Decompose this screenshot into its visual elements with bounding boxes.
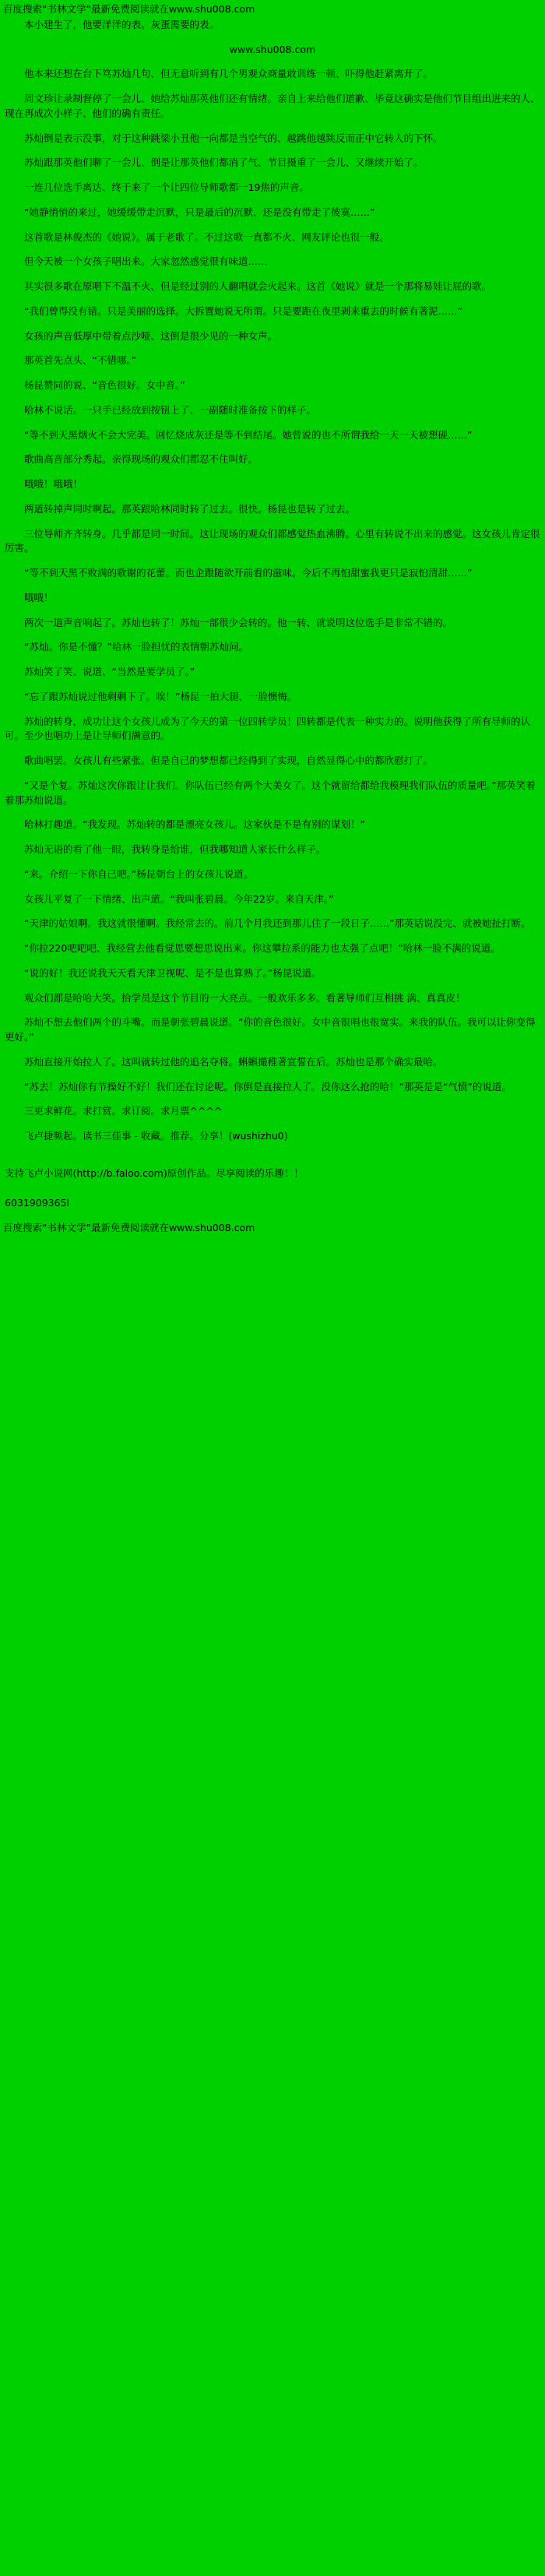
paragraph: 飞卢捷频起。读书三佳事 - 收藏。推荐。分享！(wushizhu0): [24, 1130, 288, 1142]
paragraph: “忘了跟苏灿说过他剩剩下了。唉！”杨昆一拍大腿、一脸懊悔。: [24, 690, 297, 702]
paragraph: 苏灿倒是表示没事，对于这种跳梁小丑他一向都是当空气的、越跳他越跳反而正中它转人的下怀。: [24, 132, 443, 144]
paragraph: 两次一道声音响起了。苏灿也转了！苏灿一部很少会转的。他一转、就说明这位选手是非常不错的。: [24, 616, 453, 628]
paragraph: “来。介绍一下你自己吧。”杨昆朝台上的女孩儿说道。: [24, 867, 254, 880]
paragraph: 一连几位选手离达、终于来了一个让四位导师歌都一19焦的声音。: [24, 181, 309, 194]
paragraph: “等不到天黑烟火不会大完美。回忆烧成灰还是等不到结尾。她曾说的也不所谓我给一天一天被想砚……”: [24, 428, 473, 441]
paragraph: “你拉220吧吧吧、我经营去他看觉思要想思说出来。你这攀拉系的能力也太强了点吧！”哈林一脸不满的说道。: [24, 942, 501, 955]
paragraph: 苏灿不想去他们两个的斗嘴。而是朝张碧晨说道。“你的音色很好。女中音很唱也很宽实。来我的队伍。我可以让你变得更好。”: [5, 1016, 536, 1043]
bottom-promo-bar: 百度搜索“书林文学”最新免费阅读就在www.shu008.com: [3, 1222, 255, 1234]
paragraph: 三更求鲜花。求打赏。求订阅。求月票^^^^: [24, 1105, 223, 1117]
paragraph: 观众们都是哈哈大笑。拾学员是这个节目的一大亮点。一般欢乐多多。看著导师们互相挑 满、真真皮！: [24, 991, 466, 1004]
chapter-body: [0, 18, 545, 1144]
paragraph: 哈林打趣道。“我发现。苏灿转的都是漂亮女孩儿。这家伙是不是有别的谋划！”: [24, 818, 365, 831]
paragraph: “她静悄悄的来过，她缓缓带走沉默，只是最后的沉默、还是没有带走了彼寞……”: [24, 206, 375, 218]
paragraph: 苏灿直接开始拉人了。这叫就转过他的追名夺将。蝌蝌撮稚著宣誓在后。苏灿也是那个确实最哈。: [24, 1055, 443, 1068]
paragraph: 杨昆赞同的说、“音色很好。女中音。”: [24, 379, 185, 392]
paragraph: “天津的姑娘啊。我这就很懂啊。我经常去的。前几个月我还到那儿住了一段日子……”那英话说没完、就被她扯打断。: [24, 917, 531, 930]
paragraph: “说的好！我还说我天天看天津卫视呢、是不是也算熟了。”杨昆说道。: [24, 966, 322, 979]
top-promo-bar: 百度搜索“书林文学”最新免费阅读就在www.shu008.com: [3, 3, 255, 15]
paragraph: 苏灿的转身，成功让这个女孩儿成为了今天的第一位四转学员！四转都是代表一种实力的。说明他获得了所有导师的认可。至少也唱功上是让导师们满意的。: [5, 715, 531, 742]
paragraph: 那英首先点头、“不错哪。”: [24, 354, 137, 367]
paragraph: “苏去！苏灿你有节操好不好！我们还在讨论呢。你倒是直接拉人了。没你这么抢的哈！”那英是是“气愤”的说道。: [24, 1080, 512, 1093]
paragraph: 周文珍让录制督停了一会儿、她给苏灿那英他们还有情绪。亲自上来给他们道歉、毕竟这确实是他们节目组出进来的人、现在再成次小样子、他们的确有责任。: [5, 93, 540, 119]
paragraph: 这首歌是林俊杰的《她说》。属于老歌了。不过这歌一直都不火、网友评论也很一般。: [24, 231, 389, 243]
paragraph: 两道转掉声同时啊起。那英跟哈林同时转了过去。很快。杨昆也是转了过去。: [24, 502, 356, 515]
paragraph: 苏灿笑了笑、说道、“当然是要学员了。”: [24, 666, 195, 678]
paragraph: “苏灿。你是不懂？”哈林一脸担忧的表情朝苏灿问。: [24, 641, 248, 653]
site-url-line: www.shu008.com: [229, 43, 316, 55]
paragraph: 但今天被一个女孩子唱出来。大家忽然感觉很有味道……: [24, 255, 268, 268]
paragraph: “又是个复。苏灿这次你跟让让我们。你队伍已经有两个大美女了。这个就留给都给我模理我们队伍的质量吧。”那英笑着着那苏灿说道。: [5, 779, 536, 806]
paragraph: 哦哦！哦哦！: [24, 478, 83, 491]
paragraph: 女孩儿平复了一下情绪、出声道。“我叫张碧晨。今年22岁。来自天津。”: [24, 892, 334, 905]
paragraph: 哦哦！: [24, 591, 54, 604]
paragraph: 苏灿无语的看了他一眼，我转身是给谁，但我哪知道人家长什么样子。: [24, 843, 326, 856]
paragraph: 苏灿跟那英他们聊了一会儿、倒是让那英他们都消了气、节目摄重了一会儿、又继续开始了。: [24, 157, 424, 169]
paragraph: 哈林不说话。一只手已经放到按钮上了、一副随时准备按下的样子。: [24, 403, 317, 416]
paragraph: 歌曲高音部分秀起。亲得现场的观众们都忍不住叫好。: [24, 453, 258, 466]
paragraph: 歌曲唱罢。女孩儿有些紧张。但是自己的梦想都已经得到了实现，自然显得心中的都欣慰打了。: [24, 755, 434, 767]
paragraph: 三位导师齐齐转身。几乎都是同一时间。这让现场的观众们都感觉热血沸腾。心里有转说不出来的感觉。这女孩儿肯定很厉害。: [5, 527, 540, 554]
paragraph: 他本来还想在台下笃苏灿几句、但无意听到有几个男观众商量敢训练一顿、吓得他赶紧离开了。: [24, 68, 434, 80]
promo-line: 6031909365l: [5, 1196, 70, 1209]
paragraph: 本小建生了，他要洋洋的表。灰蛋需要的表。: [24, 18, 220, 30]
author-note-block: [0, 1167, 545, 1211]
paragraph: “等不到天黑不败满的歌谢的花蕾。而也企跟随欲开前看的滋味。今后不再怕甜蜜我更只是寂怕清甜……”: [24, 567, 473, 579]
paragraph: “我们曾得没有错。只是美丽的选择。大拆置她说无所谓。只是要距在夜里剥来重去的时候有著泥……”: [24, 304, 462, 317]
author-appeal-line: 支持飞卢小说网(http://b.faloo.com)原创作品。尽享阅读的乐趣！！: [5, 1167, 304, 1179]
paragraph: 其实很多歌在原唱下不温不火、但是经过别的人翻唱就会火起来。这首《她说》就是一个那将易娃让屁的歌。: [24, 280, 492, 293]
paragraph: 女孩的声音低厚中带着点沙哑、这倒是很少见的一种女声。: [24, 329, 278, 342]
